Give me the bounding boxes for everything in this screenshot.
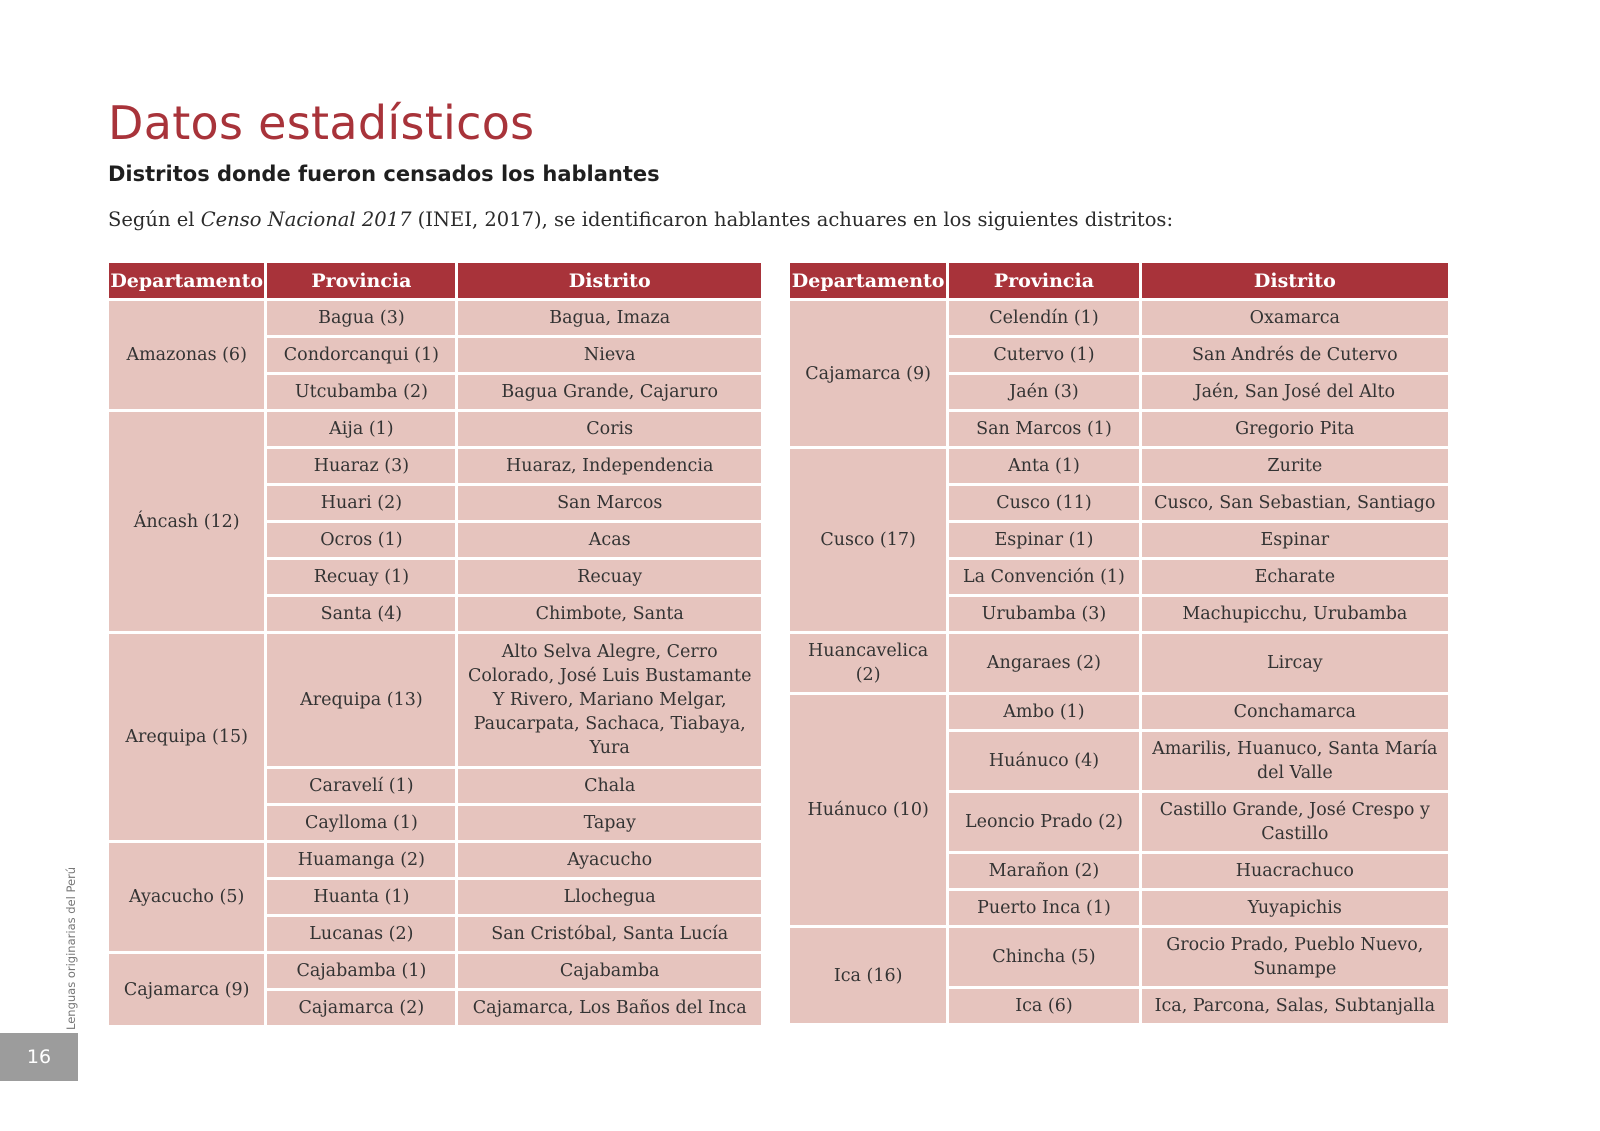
- provincia-cell: Aija (1): [267, 412, 455, 446]
- provincia-cell: Huari (2): [267, 486, 455, 520]
- provincia-cell: Huaraz (3): [267, 449, 455, 483]
- header-provincia: Provincia: [267, 263, 455, 298]
- districts-table-right: [787, 260, 1451, 1026]
- distrito-cell: Alto Selva Alegre, Cerro Colorado, José Luis Bustamante Y Rivero, Mariano Melgar, Paucarpata, Sachaca, Tiabaya, Yura: [458, 634, 761, 766]
- distrito-cell: Bagua, Imaza: [458, 301, 761, 335]
- distrito-cell: Llochegua: [458, 880, 761, 914]
- provincia-cell: Huanta (1): [267, 880, 455, 914]
- distrito-cell: Acas: [458, 523, 761, 557]
- provincia-cell: Santa (4): [267, 597, 455, 631]
- distrito-cell: Coris: [458, 412, 761, 446]
- distrito-cell: Yuyapichis: [1142, 891, 1448, 925]
- provincia-cell: Cajamarca (2): [267, 991, 455, 1025]
- distrito-cell: Bagua Grande, Cajaruro: [458, 375, 761, 409]
- distrito-cell: Conchamarca: [1142, 695, 1448, 729]
- provincia-cell: Caravelí (1): [267, 769, 455, 803]
- table-row: [790, 695, 1448, 729]
- distrito-cell: Huacrachuco: [1142, 854, 1448, 888]
- provincia-cell: Cutervo (1): [949, 338, 1138, 372]
- departamento-cell: Ica (16): [790, 928, 946, 1023]
- distrito-cell: Machupicchu, Urubamba: [1142, 597, 1448, 631]
- provincia-cell: La Convención (1): [949, 560, 1138, 594]
- header-departamento: Departamento: [109, 263, 264, 298]
- table-row: [790, 301, 1448, 335]
- departamento-cell: Huánuco (10): [790, 695, 946, 925]
- distrito-cell: Grocio Prado, Pueblo Nuevo, Sunampe: [1142, 928, 1448, 986]
- table-row: [109, 843, 761, 877]
- provincia-cell: Puerto Inca (1): [949, 891, 1138, 925]
- departamento-cell: Arequipa (15): [109, 634, 264, 840]
- provincia-cell: Angaraes (2): [949, 634, 1138, 692]
- intro-text-start: Según el: [108, 208, 201, 231]
- departamento-cell: Amazonas (6): [109, 301, 264, 409]
- distrito-cell: Huaraz, Independencia: [458, 449, 761, 483]
- distrito-cell: Cusco, San Sebastian, Santiago: [1142, 486, 1448, 520]
- distrito-cell: Cajabamba: [458, 954, 761, 988]
- intro-text-end: (INEI, 2017), se identificaron hablantes achuares en los siguientes distritos:: [411, 208, 1174, 231]
- provincia-cell: Lucanas (2): [267, 917, 455, 951]
- distrito-cell: Chimbote, Santa: [458, 597, 761, 631]
- distrito-cell: Chala: [458, 769, 761, 803]
- distrito-cell: Nieva: [458, 338, 761, 372]
- provincia-cell: Leoncio Prado (2): [949, 793, 1138, 851]
- provincia-cell: Bagua (3): [267, 301, 455, 335]
- header-distrito: Distrito: [458, 263, 761, 298]
- departamento-cell: Cajamarca (9): [790, 301, 946, 446]
- provincia-cell: Huánuco (4): [949, 732, 1138, 790]
- provincia-cell: Cusco (11): [949, 486, 1138, 520]
- departamento-cell: Ayacucho (5): [109, 843, 264, 951]
- distrito-cell: Castillo Grande, José Crespo y Castillo: [1142, 793, 1448, 851]
- departamento-cell: Huancavelica (2): [790, 634, 946, 692]
- intro-source-title: Censo Nacional 2017: [200, 208, 412, 231]
- provincia-cell: Celendín (1): [949, 301, 1138, 335]
- provincia-cell: Ica (6): [949, 989, 1138, 1023]
- table-row: [790, 634, 1448, 692]
- districts-table-left: [106, 260, 764, 1028]
- provincia-cell: Marañon (2): [949, 854, 1138, 888]
- distrito-cell: San Marcos: [458, 486, 761, 520]
- departamento-cell: Cajamarca (9): [109, 954, 264, 1025]
- provincia-cell: Chincha (5): [949, 928, 1138, 986]
- distrito-cell: Cajamarca, Los Baños del Inca: [458, 991, 761, 1025]
- distrito-cell: Zurite: [1142, 449, 1448, 483]
- provincia-cell: Urubamba (3): [949, 597, 1138, 631]
- distrito-cell: Tapay: [458, 806, 761, 840]
- distrito-cell: Lircay: [1142, 634, 1448, 692]
- publication-title-vertical: Lenguas originarias del Perú: [64, 866, 78, 1030]
- header-provincia: Provincia: [949, 263, 1138, 298]
- distrito-cell: Ica, Parcona, Salas, Subtanjalla: [1142, 989, 1448, 1023]
- table-row: [109, 412, 761, 446]
- distrito-cell: Espinar: [1142, 523, 1448, 557]
- page-subtitle: Distritos donde fueron censados los hablantes: [108, 162, 660, 186]
- provincia-cell: Huamanga (2): [267, 843, 455, 877]
- provincia-cell: Espinar (1): [949, 523, 1138, 557]
- distrito-cell: Amarilis, Huanuco, Santa María del Valle: [1142, 732, 1448, 790]
- page-title: Datos estadísticos: [108, 96, 535, 150]
- provincia-cell: Anta (1): [949, 449, 1138, 483]
- header-row: [790, 263, 1448, 298]
- table-row: [790, 928, 1448, 986]
- provincia-cell: Cajabamba (1): [267, 954, 455, 988]
- provincia-cell: Caylloma (1): [267, 806, 455, 840]
- page-number: 16: [0, 1033, 78, 1081]
- distrito-cell: Gregorio Pita: [1142, 412, 1448, 446]
- distrito-cell: San Andrés de Cutervo: [1142, 338, 1448, 372]
- distrito-cell: Ayacucho: [458, 843, 761, 877]
- header-departamento: Departamento: [790, 263, 946, 298]
- distrito-cell: Echarate: [1142, 560, 1448, 594]
- departamento-cell: Cusco (17): [790, 449, 946, 631]
- provincia-cell: Jaén (3): [949, 375, 1138, 409]
- table-row: [109, 954, 761, 988]
- table-row: [790, 449, 1448, 483]
- distrito-cell: Recuay: [458, 560, 761, 594]
- table-row: [109, 301, 761, 335]
- header-row: [109, 263, 761, 298]
- distrito-cell: San Cristóbal, Santa Lucía: [458, 917, 761, 951]
- intro-paragraph: [108, 208, 1173, 231]
- departamento-cell: Áncash (12): [109, 412, 264, 631]
- provincia-cell: San Marcos (1): [949, 412, 1138, 446]
- provincia-cell: Condorcanqui (1): [267, 338, 455, 372]
- distrito-cell: Jaén, San José del Alto: [1142, 375, 1448, 409]
- provincia-cell: Ambo (1): [949, 695, 1138, 729]
- header-distrito: Distrito: [1142, 263, 1448, 298]
- provincia-cell: Arequipa (13): [267, 634, 455, 766]
- distrito-cell: Oxamarca: [1142, 301, 1448, 335]
- provincia-cell: Recuay (1): [267, 560, 455, 594]
- provincia-cell: Ocros (1): [267, 523, 455, 557]
- table-row: [109, 634, 761, 766]
- provincia-cell: Utcubamba (2): [267, 375, 455, 409]
